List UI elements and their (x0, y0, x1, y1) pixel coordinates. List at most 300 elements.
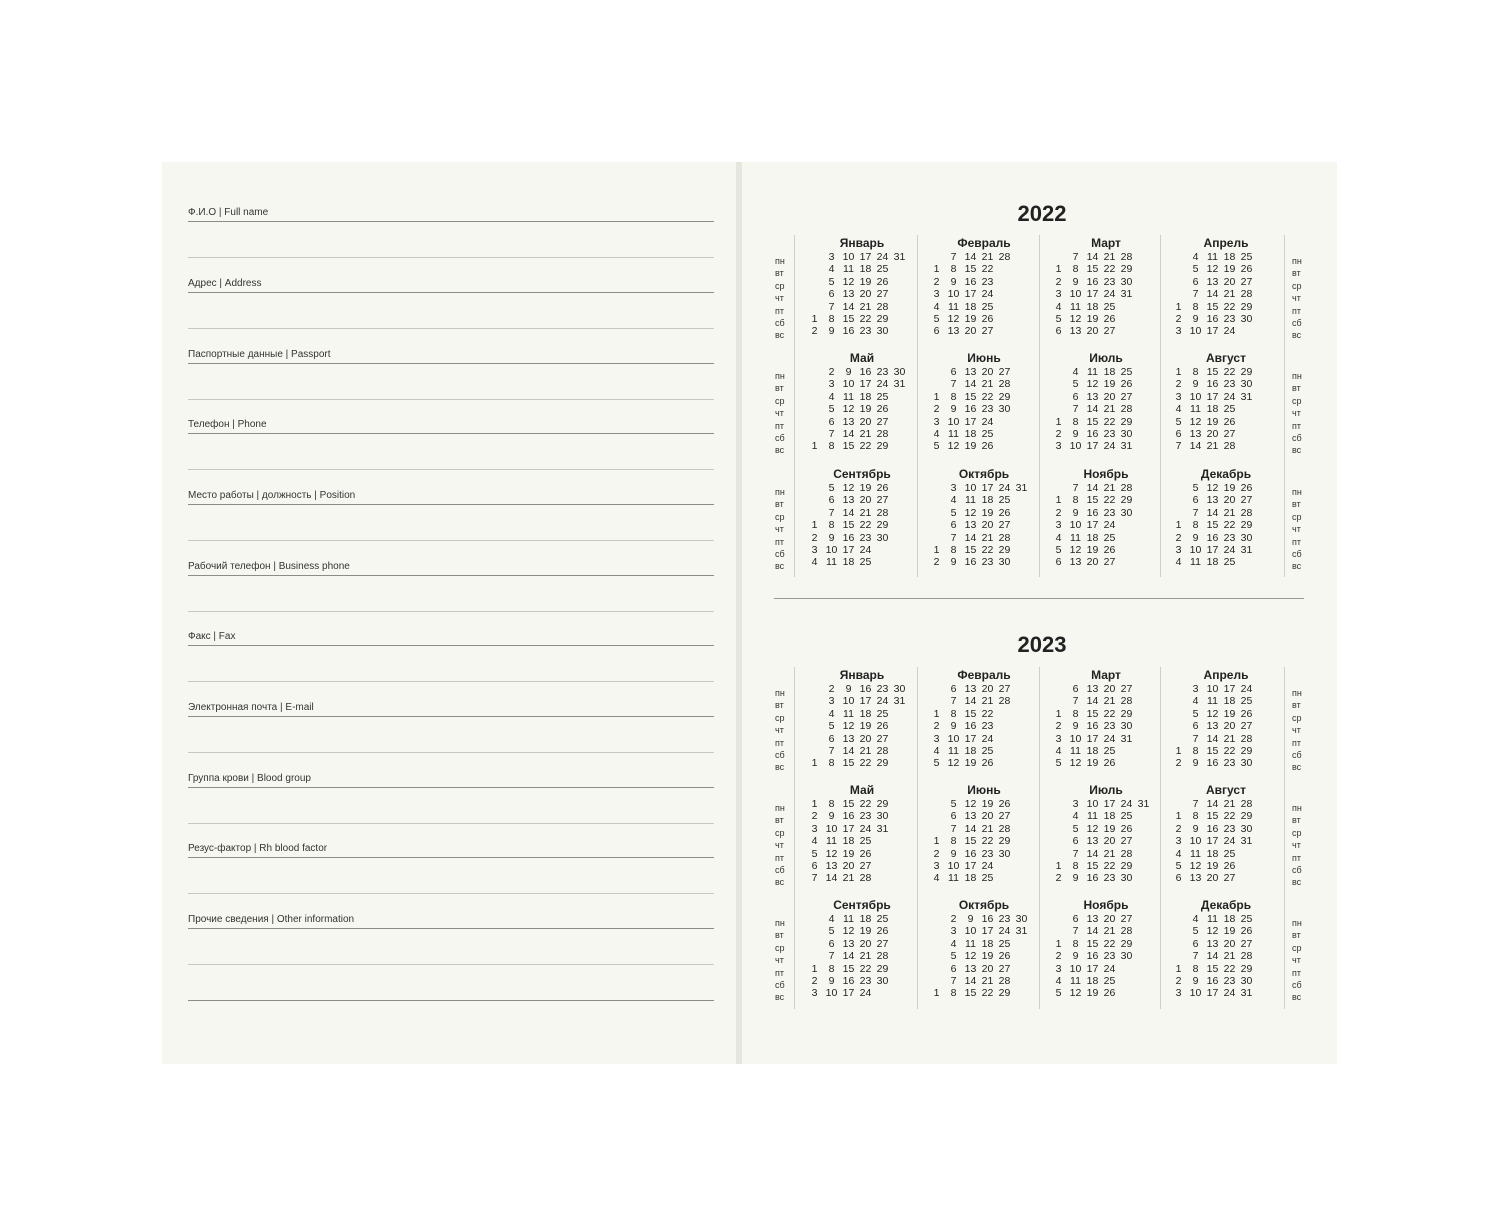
day-number: 12 (947, 757, 960, 770)
day-number: 29 (876, 962, 889, 975)
day-number: 2 (811, 531, 818, 544)
weekday-label: ср (775, 280, 785, 291)
month-name: Март (1091, 236, 1121, 250)
day-number: 28 (998, 974, 1011, 987)
day-number: 1 (1055, 937, 1062, 950)
day-number: 27 (1223, 872, 1236, 885)
day-number (1135, 757, 1152, 769)
weekday-labels (775, 917, 791, 1004)
month-days (806, 366, 924, 453)
month-days (806, 482, 924, 569)
day-number: 24 (981, 859, 994, 872)
day-number: 19 (964, 440, 977, 453)
day-number (874, 556, 891, 568)
day-number (1135, 428, 1152, 440)
day-number: 23 (859, 325, 872, 338)
day-number: 9 (1192, 531, 1199, 544)
day-number: 4 (1055, 974, 1062, 987)
month-days (1170, 482, 1288, 569)
month-days (928, 683, 1046, 770)
day-number: 27 (998, 366, 1011, 378)
day-number: 15 (1086, 415, 1099, 428)
day-number: 22 (1223, 519, 1236, 532)
day-number (891, 848, 908, 860)
day-number (1135, 313, 1152, 325)
day-number: 17 (964, 859, 977, 872)
weekday-label: вт (1292, 815, 1301, 826)
day-number: 1 (811, 519, 818, 532)
day-number: 29 (1240, 519, 1253, 532)
day-number: 13 (1206, 937, 1219, 950)
day-number: 31 (1120, 732, 1133, 745)
day-number: 16 (842, 974, 855, 987)
month-block (1170, 466, 1288, 569)
month-days (928, 482, 1046, 569)
day-number: 28 (998, 531, 1011, 544)
day-number (891, 950, 908, 962)
day-number: 11 (948, 872, 959, 885)
weekday-label: вс (775, 877, 785, 888)
month-name: Август (1206, 351, 1246, 365)
day-number: 9 (967, 913, 974, 925)
day-number: 24 (859, 822, 872, 835)
day-number: 25 (1103, 744, 1116, 757)
day-number (1013, 325, 1030, 337)
day-number: 11 (948, 427, 959, 440)
day-number: 21 (1103, 482, 1116, 494)
day-number: 20 (1086, 556, 1099, 569)
day-number (1013, 276, 1030, 288)
day-number: 10 (842, 251, 855, 263)
day-number: 13 (1086, 683, 1099, 695)
day-number: 16 (981, 913, 994, 925)
day-number: 4 (828, 390, 835, 403)
day-number: 24 (876, 378, 889, 391)
weekday-label: чт (775, 840, 784, 851)
day-number: 8 (1072, 859, 1079, 872)
day-number: 23 (1103, 427, 1116, 440)
day-number (1255, 848, 1272, 860)
day-number: 21 (1103, 925, 1116, 938)
day-number (1013, 507, 1030, 519)
day-number: 23 (1103, 872, 1116, 885)
day-number (891, 823, 908, 835)
day-number: 24 (981, 415, 994, 428)
day-number (891, 987, 908, 999)
weekday-label: пн (1292, 918, 1302, 928)
month-name: Ноябрь (1083, 898, 1129, 912)
day-number (1050, 403, 1067, 415)
day-number: 19 (981, 506, 994, 519)
day-number: 14 (1086, 695, 1099, 708)
day-number: 14 (842, 744, 855, 757)
day-number (891, 913, 908, 925)
field-label: Факс | Fax (188, 631, 236, 642)
month-block (806, 235, 924, 338)
day-number: 19 (964, 312, 977, 325)
weekday-labels (775, 687, 791, 774)
day-number: 26 (1223, 859, 1236, 872)
day-number: 17 (1086, 440, 1099, 453)
day-number (891, 276, 908, 288)
day-number: 25 (859, 835, 872, 848)
day-number: 5 (828, 482, 835, 494)
day-number: 12 (947, 312, 960, 325)
weekday-label: пт (775, 967, 784, 978)
day-number (806, 507, 823, 519)
day-number: 2 (1055, 872, 1062, 885)
month-name: Декабрь (1200, 898, 1252, 912)
day-number (1013, 872, 1030, 884)
day-number (1118, 987, 1135, 999)
day-number: 2 (1055, 720, 1062, 733)
day-number: 15 (1086, 937, 1099, 950)
day-number: 13 (964, 519, 977, 532)
day-number (1050, 925, 1067, 937)
day-number: 20 (981, 519, 994, 532)
day-number: 31 (893, 378, 906, 391)
day-number: 2 (811, 810, 818, 823)
writing-line (188, 363, 714, 364)
day-number: 3 (1175, 835, 1182, 848)
day-number: 13 (842, 288, 855, 301)
day-number (891, 403, 908, 415)
day-number: 17 (1206, 390, 1219, 403)
day-number (1135, 695, 1152, 707)
day-number: 28 (1120, 251, 1133, 263)
day-number: 11 (948, 744, 959, 757)
day-number (1255, 507, 1272, 519)
writing-line (188, 433, 714, 434)
day-number: 24 (1120, 798, 1133, 810)
day-number: 28 (998, 822, 1011, 835)
day-number: 21 (981, 531, 994, 544)
day-number: 7 (950, 974, 957, 987)
weekday-label: вс (775, 762, 785, 773)
day-number: 6 (950, 366, 957, 378)
day-number: 28 (876, 506, 889, 519)
month-days (1050, 683, 1168, 770)
day-number (928, 482, 945, 494)
weekday-label: вт (1292, 383, 1301, 394)
day-number: 21 (1223, 506, 1236, 519)
day-number (1135, 507, 1152, 519)
weekday-labels (775, 370, 791, 457)
day-number: 22 (859, 757, 872, 770)
day-number: 21 (1223, 732, 1236, 745)
day-number: 26 (1240, 263, 1253, 276)
day-number: 12 (842, 403, 855, 416)
day-number: 15 (1086, 859, 1099, 872)
day-number: 9 (950, 275, 957, 288)
day-number (891, 733, 908, 745)
day-number (1238, 325, 1255, 337)
day-number: 18 (859, 390, 872, 403)
day-number: 14 (842, 950, 855, 963)
day-number: 18 (1086, 531, 1099, 544)
day-number (1255, 835, 1272, 847)
day-number: 4 (1175, 847, 1182, 860)
day-number: 6 (933, 325, 940, 338)
day-number: 7 (811, 872, 818, 885)
day-number: 18 (1086, 744, 1099, 757)
day-number: 18 (1103, 366, 1116, 378)
day-number: 29 (876, 519, 889, 532)
day-number (1255, 519, 1272, 531)
weekday-labels (1292, 370, 1308, 457)
day-number: 3 (828, 378, 835, 391)
day-number (1170, 798, 1187, 810)
day-number: 18 (842, 556, 855, 569)
day-number (1255, 708, 1272, 720)
day-number: 1 (933, 263, 940, 276)
weekday-label: сб (775, 865, 785, 876)
day-number: 18 (981, 937, 994, 950)
day-number: 4 (1055, 300, 1062, 313)
day-number: 1 (933, 390, 940, 403)
day-number: 16 (842, 531, 855, 544)
day-number: 14 (1086, 925, 1099, 938)
day-number: 28 (876, 950, 889, 963)
day-number: 11 (1190, 847, 1201, 860)
day-number: 31 (1240, 987, 1253, 1000)
day-number (1255, 798, 1272, 810)
day-number: 5 (1055, 543, 1062, 556)
day-number (891, 708, 908, 720)
day-number: 10 (1189, 835, 1202, 848)
day-number: 10 (1086, 798, 1099, 810)
day-number: 14 (1206, 732, 1219, 745)
day-number: 30 (893, 683, 906, 695)
day-number (891, 313, 908, 325)
day-number: 15 (1206, 366, 1219, 378)
month-days (806, 683, 924, 770)
day-number (1118, 544, 1135, 556)
day-number: 1 (1055, 263, 1062, 276)
day-number: 18 (964, 872, 977, 885)
day-number: 12 (947, 440, 960, 453)
day-number: 25 (1103, 974, 1116, 987)
month-name: Июнь (967, 351, 1001, 365)
day-number: 14 (964, 251, 977, 263)
day-number (891, 798, 908, 810)
day-number: 17 (1086, 962, 1099, 975)
day-number: 11 (1207, 913, 1218, 925)
day-number (1255, 428, 1272, 440)
day-number: 22 (1223, 962, 1236, 975)
month-block (1050, 466, 1168, 569)
day-number (1255, 288, 1272, 300)
day-number: 5 (950, 798, 957, 810)
day-number: 7 (950, 695, 957, 708)
day-number (891, 745, 908, 757)
day-number: 2 (811, 325, 818, 338)
day-number: 5 (828, 720, 835, 733)
day-number: 22 (981, 835, 994, 848)
day-number: 9 (1192, 312, 1199, 325)
day-number: 18 (1103, 810, 1116, 823)
day-number: 13 (842, 415, 855, 428)
weekday-label: чт (1292, 293, 1301, 304)
day-number: 11 (1190, 403, 1201, 416)
day-number: 3 (1072, 798, 1079, 810)
writing-line (188, 964, 714, 965)
day-number: 14 (1206, 506, 1219, 519)
month-block (1050, 667, 1168, 770)
day-number (1255, 913, 1272, 925)
day-number (996, 720, 1013, 732)
day-number: 11 (1070, 974, 1081, 987)
writing-line (188, 221, 714, 222)
day-number: 4 (828, 263, 835, 276)
weekday-label: чт (1292, 840, 1301, 851)
day-number: 1 (1175, 300, 1182, 313)
day-number: 8 (950, 543, 957, 556)
day-number: 30 (1240, 378, 1253, 391)
day-number: 10 (1069, 962, 1082, 975)
day-number (891, 720, 908, 732)
day-number (1013, 860, 1030, 872)
day-number (928, 366, 945, 378)
day-number: 19 (1206, 415, 1219, 428)
day-number: 22 (981, 390, 994, 403)
day-number: 14 (964, 822, 977, 835)
day-number: 19 (1223, 925, 1236, 938)
day-number (1170, 695, 1187, 707)
weekday-label: чт (775, 955, 784, 966)
weekday-label: пт (1292, 967, 1301, 978)
day-number: 2 (1175, 531, 1182, 544)
day-number (1255, 757, 1272, 769)
day-number (1013, 494, 1030, 506)
day-number: 17 (1103, 798, 1116, 810)
writing-line (188, 893, 714, 894)
day-number (1135, 519, 1152, 531)
weekday-label: вс (775, 445, 785, 456)
day-number: 2 (811, 974, 818, 987)
day-number: 24 (981, 288, 994, 301)
day-number: 25 (1223, 556, 1236, 569)
day-number: 3 (1055, 519, 1062, 532)
day-number: 24 (1223, 987, 1236, 1000)
weekday-label: чт (775, 725, 784, 736)
day-number (1255, 494, 1272, 506)
day-number: 18 (1223, 913, 1236, 925)
day-number: 14 (964, 378, 977, 391)
day-number: 10 (1189, 987, 1202, 1000)
day-number: 3 (828, 695, 835, 708)
day-number: 9 (1072, 506, 1079, 519)
day-number (928, 695, 945, 707)
day-number (891, 301, 908, 313)
day-number: 20 (981, 810, 994, 823)
day-number (1255, 872, 1272, 884)
day-number (928, 975, 945, 987)
day-number: 12 (842, 275, 855, 288)
month-name: Сентябрь (833, 467, 891, 481)
day-number: 22 (859, 440, 872, 453)
day-number: 15 (1206, 810, 1219, 823)
day-number: 25 (1103, 531, 1116, 544)
day-number: 31 (1240, 390, 1253, 403)
day-number: 12 (1069, 757, 1082, 770)
day-number: 6 (828, 288, 835, 301)
day-number: 23 (859, 531, 872, 544)
day-number (891, 938, 908, 950)
day-number: 6 (811, 859, 818, 872)
day-number: 13 (964, 366, 977, 378)
weekday-label: вт (1292, 700, 1301, 711)
day-number: 9 (950, 556, 957, 569)
day-number: 25 (859, 556, 872, 569)
day-number (1255, 416, 1272, 428)
day-number (891, 263, 908, 275)
day-number: 31 (1240, 543, 1253, 556)
day-number: 23 (981, 847, 994, 860)
day-number (1135, 325, 1152, 337)
day-number (1135, 416, 1152, 428)
weekday-label: вс (775, 561, 785, 572)
day-number: 7 (1192, 732, 1199, 745)
day-number (1013, 733, 1030, 745)
day-number (1255, 544, 1272, 556)
day-number (1135, 301, 1152, 313)
day-number: 17 (859, 695, 872, 708)
day-number: 30 (1240, 974, 1253, 987)
day-number: 20 (859, 288, 872, 301)
day-number: 23 (859, 974, 872, 987)
day-number: 7 (950, 531, 957, 544)
day-number (1118, 532, 1135, 544)
day-number: 8 (828, 440, 835, 453)
day-number: 6 (1192, 494, 1199, 507)
day-number: 29 (1120, 415, 1133, 428)
day-number (1013, 963, 1030, 975)
day-number (806, 378, 823, 390)
weekday-label: вс (1292, 992, 1302, 1003)
day-number: 16 (1206, 312, 1219, 325)
month-block (1050, 782, 1168, 885)
day-number: 13 (947, 325, 960, 338)
month-name: Август (1206, 783, 1246, 797)
day-number (891, 556, 908, 568)
day-number: 28 (1120, 482, 1133, 494)
day-number: 17 (842, 987, 855, 1000)
day-number: 4 (933, 427, 940, 440)
writing-line (188, 399, 714, 400)
month-block (1170, 667, 1288, 770)
day-number: 3 (811, 822, 818, 835)
day-number (1118, 757, 1135, 769)
day-number: 2 (1175, 822, 1182, 835)
day-number: 27 (998, 962, 1011, 975)
day-number (996, 428, 1013, 440)
day-number: 19 (1086, 757, 1099, 770)
day-number: 20 (1206, 427, 1219, 440)
day-number: 27 (998, 683, 1011, 695)
day-number (806, 416, 823, 428)
day-number (1013, 301, 1030, 313)
day-number: 9 (1072, 720, 1079, 733)
day-number (806, 720, 823, 732)
field-label: Группа крови | Blood group (188, 773, 311, 784)
day-number (1013, 975, 1030, 987)
day-number: 8 (828, 757, 835, 770)
day-number (806, 482, 823, 494)
day-number: 5 (1175, 415, 1182, 428)
weekday-label: сб (1292, 980, 1302, 991)
weekday-label: ср (775, 395, 785, 406)
